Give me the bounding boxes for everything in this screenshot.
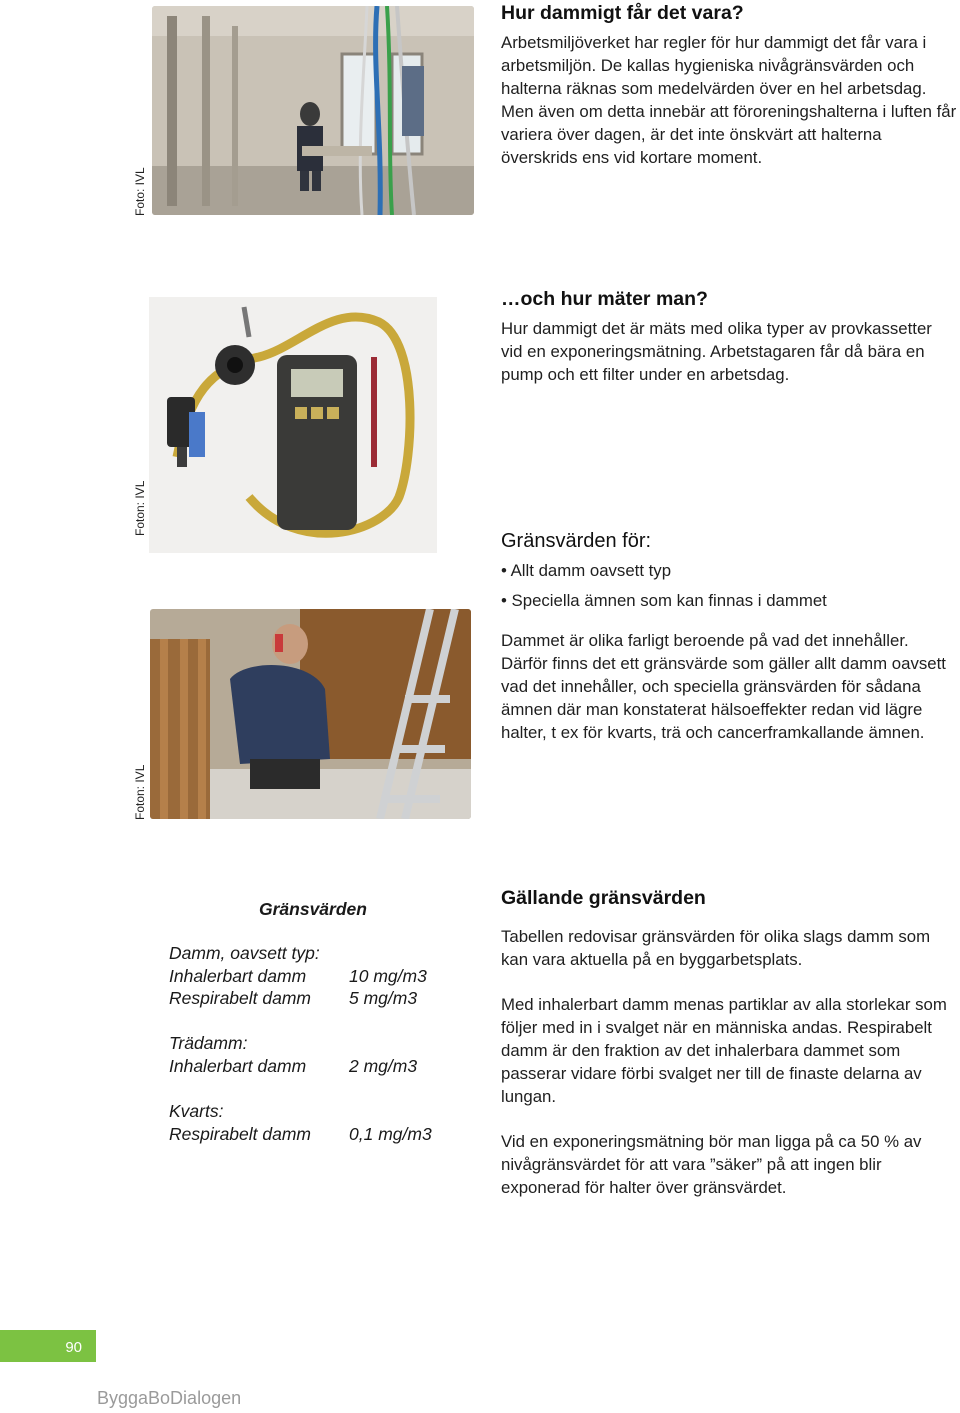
dust-type: Respirabelt damm (169, 1123, 311, 1144)
table-row (169, 987, 469, 1010)
section-heading-how-dusty: Hur dammigt får det vara? (501, 2, 744, 24)
section-heading-how-measured: …och hur mäter man? (501, 288, 708, 310)
limit-value: 5 mg/m3 (349, 988, 418, 1009)
limit-values-table (169, 898, 469, 1145)
footer-brand: ByggaBoDialogen (97, 1388, 242, 1408)
limit-value: 0,1 mg/m3 (349, 1123, 432, 1144)
dust-type: Respirabelt damm (169, 988, 311, 1009)
limit-value: 2 mg/m3 (349, 1055, 418, 1076)
section-body-limit-values: Dammet är olika farligt beroende på vad det innehåller. Därför finns det ett gränsvärde som gäller allt damm oavsett vad det innehåller, och speciella gränsvärden för sådana ämnen där man konstaterat hälsoeffekter redan vid lägre halter, t ex för kvarts, trä och cancerframkallande ämnen. (501, 631, 946, 742)
dust-type: Inhalerbart damm (169, 1055, 307, 1076)
section-body-how-measured: Hur dammigt det är mäts med olika typer av provkassetter vid en exponeringsmätning. Arbetstagaren får då bära en pump och ett filter under en arbetsdag. (501, 319, 932, 384)
bullet-special-substances: • Speciella ämnen som kan finnas i dammet (501, 591, 827, 610)
worker-photo (150, 609, 471, 819)
table-group-heading: Kvarts: (169, 1100, 224, 1121)
section-heading-limit-values-for: Gränsvärden för: (501, 530, 652, 552)
table-row (169, 1055, 469, 1078)
paragraph-dust-definitions: Med inhalerbart damm menas partiklar av alla storlekar som följer med in i svalget när en människa andas. Respirabelt damm är den fraktion av det inhalerbara dammet som passerar vidare förbi svalget ner till de finaste delarna av lungan. (501, 995, 947, 1106)
paragraph-table-intro: Tabellen redovisar gränsvärden för olika slags damm som kan vara aktuella på en byggarbetsplats. (501, 927, 931, 969)
table-row (169, 965, 469, 988)
section-body-how-dusty: Arbetsmiljöverket har regler för hur dammigt det får vara i arbetsmiljön. De kallas hygieniska nivågränsvärden och halterna räknas som medelvärden över en hel arbetsdag. Men även om detta innebär att föroreningshalterna i luften får variera över dagen, är det inte önskvärt att halterna överskrids ens vid kortare moment. (501, 33, 957, 167)
table-row (169, 1123, 469, 1146)
page-number: 90 (0, 1330, 96, 1362)
measurement-equipment-photo (149, 297, 437, 553)
photo-credit: Foto: IVL (133, 167, 147, 216)
dust-type: Inhalerbart damm (169, 965, 307, 986)
table-title: Gränsvärden (259, 899, 367, 919)
limit-value: 10 mg/m3 (349, 965, 427, 986)
section-heading-current-limits: Gällande gränsvärden (501, 887, 706, 909)
table-group-heading: Trädamm: (169, 1033, 248, 1054)
table-group-heading: Damm, oavsett typ: (169, 942, 320, 963)
photo-credit: Foton: IVL (133, 480, 147, 536)
paragraph-exposure-advice: Vid en exponeringsmätning bör man ligga på ca 50 % av nivågränsvärdet för att vara ”säker” på att ingen blir exponerad för halter över gränsvärdet. (501, 1132, 922, 1197)
construction-site-photo (152, 6, 474, 215)
photo-credit: Foton: IVL (133, 764, 147, 820)
bullet-all-dust: • Allt damm oavsett typ (501, 561, 672, 580)
